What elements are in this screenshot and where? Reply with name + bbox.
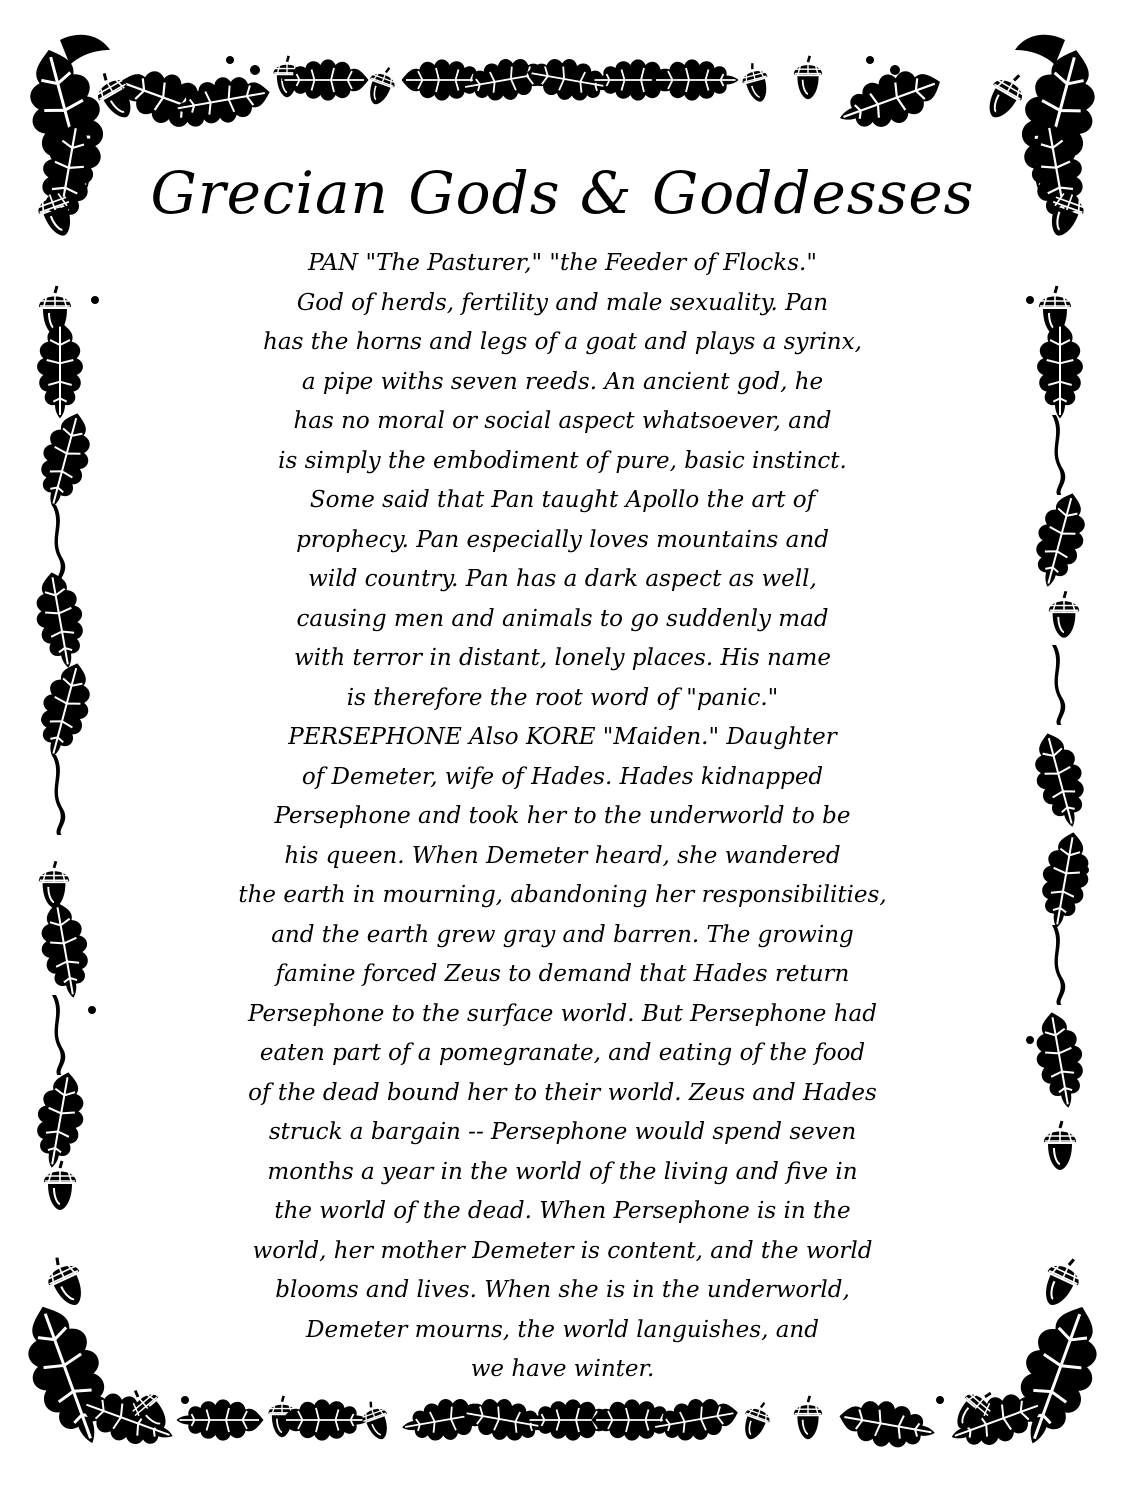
text-line: wild country. Pan has a dark aspect as well, bbox=[308, 566, 817, 592]
text-line: a pipe withs seven reeds. An ancient god, he bbox=[301, 368, 824, 395]
text-line: months a year in the world of the living and five in bbox=[267, 1158, 858, 1185]
page-title: Grecian Gods & Goddesses bbox=[150, 159, 975, 227]
text-line: blooms and lives. When she is in the underworld, bbox=[275, 1277, 850, 1303]
text-line: God of herds, fertility and male sexuality. Pan bbox=[296, 289, 829, 316]
text-line: PERSEPHONE Also KORE "Maiden." Daughter bbox=[288, 724, 837, 750]
text-line: prophecy. Pan especially loves mountains and bbox=[296, 526, 829, 553]
text-line: of Demeter, wife of Hades. Hades kidnapped bbox=[301, 763, 824, 790]
bottom-border bbox=[177, 1392, 945, 1455]
text-line: the earth in mourning, abandoning her responsibilities, bbox=[238, 882, 887, 908]
text-line: world, her mother Demeter is content, and the world bbox=[252, 1237, 873, 1264]
text-line: Demeter mourns, the world languishes, and bbox=[306, 1316, 819, 1343]
text-line: famine forced Zeus to demand that Hades return bbox=[275, 961, 850, 987]
text-line: and the earth grew gray and barren. The growing bbox=[271, 921, 854, 948]
text-line: has no moral or social aspect whatsoever, and bbox=[293, 408, 832, 434]
text-line: eaten part of a pomegranate, and eating of the food bbox=[259, 1040, 866, 1066]
text-line: Persephone to the surface world. But Persephone had bbox=[248, 1000, 877, 1027]
left-border bbox=[29, 286, 100, 1210]
text-line: has the horns and legs of a goat and plays a syrinx, bbox=[263, 329, 862, 355]
text-line: is therefore the root word of "panic." bbox=[346, 684, 779, 711]
text-line: the world of the dead. When Persephone is in the bbox=[274, 1198, 851, 1224]
text-line: we have winter. bbox=[470, 1356, 655, 1382]
text-line: struck a bargain -- Persephone would spend seven bbox=[268, 1119, 857, 1145]
text-line: is simply the embodiment of pure, basic instinct. bbox=[278, 447, 847, 474]
text-line: Persephone and took her to the underworld to be bbox=[274, 803, 851, 829]
text-line: PAN "The Pasturer," "the Feeder of Flocks." bbox=[308, 250, 817, 276]
text-line: Some said that Pan taught Apollo the art of bbox=[309, 487, 816, 513]
body-text bbox=[150, 244, 975, 1390]
top-border bbox=[89, 52, 1032, 142]
text-line: his queen. When Demeter heard, she wandered bbox=[284, 842, 841, 869]
text-line: of the dead bound her to their world. Zeus and Hades bbox=[248, 1079, 877, 1106]
text-line: with terror in distant, lonely places. His name bbox=[294, 645, 831, 671]
right-border bbox=[1025, 286, 1096, 1170]
text-line: causing men and animals to go suddenly mad bbox=[296, 605, 829, 632]
